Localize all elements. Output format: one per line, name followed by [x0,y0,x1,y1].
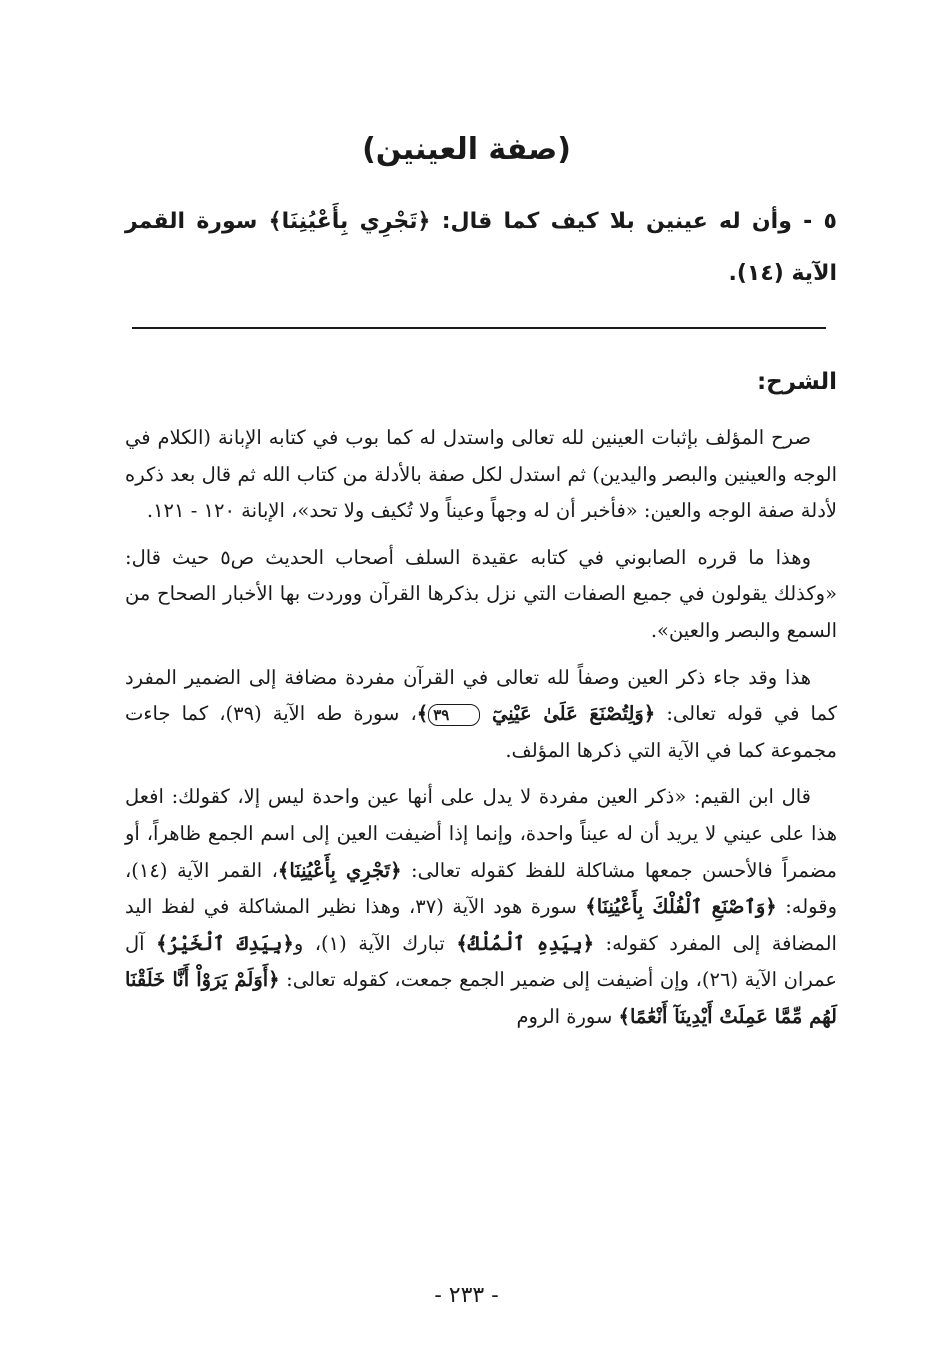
paragraph-3-text: هذا وقد جاء ذكر العين وصفاً لله تعالى في القرآن مفردة مضافة إلى الضمير المفرد كما في قوله تعالى: [125,665,838,726]
quran-verse: ﴿تَجْرِي بِأَعْيُنِنَا﴾ [268,209,431,234]
quran-verse-text: ﴿وَلِتُصْنَعَ عَلَىٰ عَيْنِيٓ [492,702,656,726]
quran-verse: ﴿بِيَدِكَ ٱلْخَيْرُ﴾ [156,931,294,955]
paragraph-4-text: سورة الروم [516,1004,613,1028]
paragraph-3 [125,660,837,770]
quran-verse [417,702,655,725]
lead-reference: سورة القمر الآية (١٤). [125,209,837,286]
lead-statement [125,196,837,300]
ayah-number-marker: ٣٩ [428,704,480,726]
quran-verse: ﴿وَٱصْنَعِ ٱلْفُلْكَ بِأَعْيُنِنَا﴾ [585,895,777,919]
page-number: - ٢٣٣ - [434,1283,499,1308]
paragraph-4-text: سورة هود الآية (٣٧، وهذا نظير المشاكلة في لفظ اليد المضافة إلى المفرد كقوله: [125,895,837,955]
lead-text: وأن له عينين بلا كيف كما قال: [441,209,792,234]
paragraph-4-text: آل عمران الآية (٢٦)، وإن أضيفت إلى ضمير الجمع جمعت، كقوله تعالى: [125,931,837,992]
paragraph-4-text: قال ابن القيم: «ذكر العين مفردة لا يدل على أنها عين واحدة ليس إلا، كقولك: افعل هذا على عيني لا يريد أن له عيناً واحدة، وإنما إذا أضيفت العين إلى اسم الجمع ظاهراً، أو مضمراً فالأحسن جمعها مشاكلة للفظ كقوله تعالى: [125,785,837,882]
section-divider [132,327,826,329]
section-label: الشرح: [756,369,837,395]
paragraph-1: صرح المؤلف بإثبات العينين لله تعالى واستدل له كما بوب في كتابه الإبانة (الكلام في الوجه والعينين والبصر واليدين) ثم استدل لكل صفة بالأدلة من كتاب الله ثم قال بعد ذكره لأدلة صفة الوجه والعين: «فأخبر أن له وجهاً وعيناً ولا تُكيف ولا تحد»، الإبانة ١٢٠ - ١٢١. [125,426,837,523]
quran-verse: ﴿أَوَلَمْ يَرَوْاْ أَنَّا خَلَقْنَا لَهُم مِّمَّا عَمِلَتْ أَيْدِينَآ أَنْعَٰمًا﴾ [125,968,837,1028]
page-title: (صفة العينين) [362,132,571,167]
quran-verse-close: ﴾ [416,702,429,726]
quran-verse: ﴿بِيَدِهِ ٱلْمُلْكُ﴾ [456,931,595,955]
paragraph-4-text: تبارك الآية (١)، و [293,931,445,955]
quran-verse: ﴿تَجْرِي بِأَعْيُنِنَا﴾ [277,858,402,882]
paragraph-4 [125,779,837,1035]
paragraph-4-text: ، القمر الآية (١٤)، وقوله: [125,858,837,919]
paragraph-2: وهذا ما قرره الصابوني في كتابه عقيدة السلف أصحاب الحديث ص٥ حيث قال: «وكذلك يقولون في جميع الصفات التي نزل بذكرها القرآن ووردت بها الأخبار الصحاح من السمع والبصر والعين». [125,545,837,642]
paragraph-3-text: ، سورة طه الآية (٣٩)، كما جاءت مجموعة كما في الآية التي ذكرها المؤلف. [125,702,837,762]
lead-number: ٥ - [803,209,837,234]
commentary-body [125,420,837,1046]
